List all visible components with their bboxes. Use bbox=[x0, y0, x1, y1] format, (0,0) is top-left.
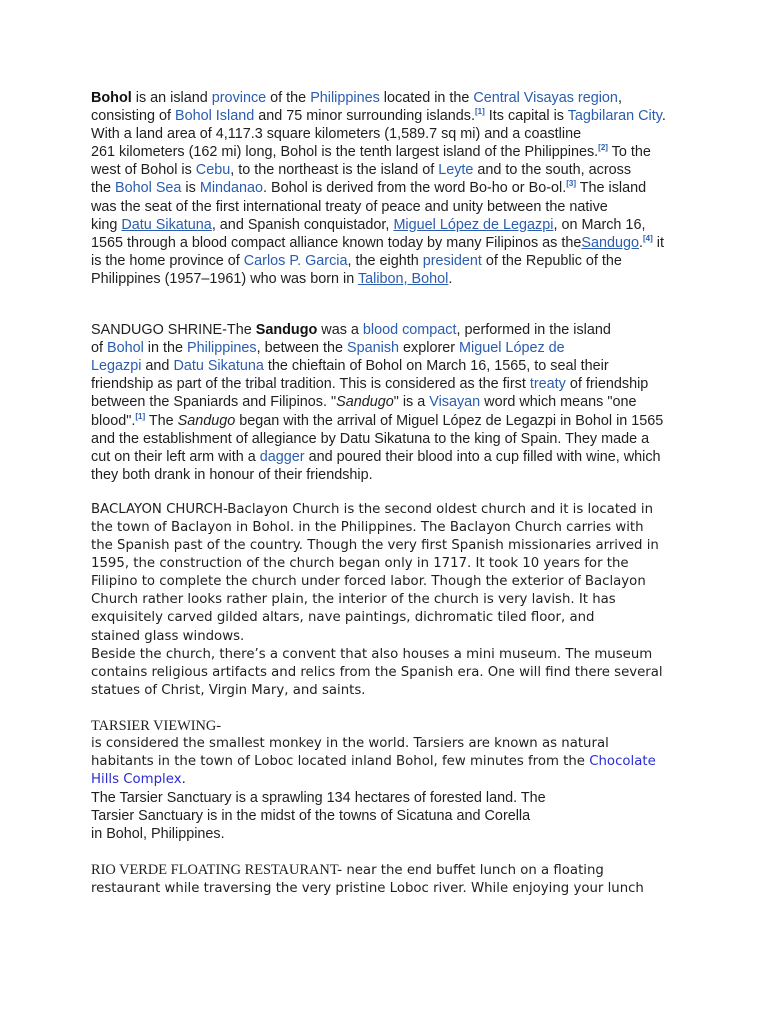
text-line: exquisitely carved gilded altars, nave paintings, dichromatic tiled floor, and bbox=[91, 610, 595, 626]
link-spanish[interactable]: Spanish bbox=[347, 340, 400, 357]
text-line: and the establishment of allegiance by Datu Sikatuna to the king of Spain. They made a bbox=[91, 430, 650, 447]
text: the bbox=[91, 180, 116, 197]
text: blood". bbox=[91, 412, 136, 429]
text-line: they both drank in honour of their friendship. bbox=[91, 466, 373, 483]
bold-term: Bohol bbox=[91, 90, 132, 106]
link-miguel-legazpi[interactable]: Miguel López de Legazpi bbox=[393, 216, 554, 233]
text: king bbox=[91, 216, 122, 233]
text: of friendship bbox=[565, 376, 649, 393]
text-line: the town of Baclayon in Bohol. in the Philippines. The Baclayon Church carries with bbox=[91, 519, 644, 535]
link-miguel-lopez[interactable]: Miguel López de bbox=[459, 340, 565, 357]
link-province[interactable]: province bbox=[211, 90, 267, 106]
italic-term: Sandugo bbox=[177, 412, 236, 429]
baclayon-paragraph bbox=[91, 501, 731, 700]
text-line: Beside the church, there’s a convent that also houses a mini museum. The museum bbox=[91, 646, 653, 662]
text: located in the bbox=[379, 90, 474, 106]
citation-1[interactable]: [1] bbox=[475, 107, 485, 117]
link-blood-compact[interactable]: blood compact bbox=[362, 322, 457, 339]
text: was a bbox=[317, 322, 363, 339]
text-line: the Spanish past of the country. Though the very first Spanish missionaries arrived in bbox=[91, 538, 659, 554]
link-bohol-island[interactable]: Bohol Island bbox=[175, 108, 255, 125]
text: is an island bbox=[131, 90, 212, 106]
text: The bbox=[145, 412, 178, 429]
text: of the Republic of the bbox=[481, 252, 622, 269]
text: explorer bbox=[399, 340, 460, 357]
link-datu-sikatuna[interactable]: Datu Sikatuna bbox=[121, 216, 212, 233]
text: . Bohol is derived from the word Bo-ho or Bo-ol. bbox=[263, 180, 567, 197]
document-body bbox=[91, 89, 731, 898]
link-bohol-sea[interactable]: Bohol Sea bbox=[115, 180, 182, 197]
text-line: Church rather looks rather plain, the interior of the church is very lavish. It has bbox=[91, 592, 616, 608]
text: habitants in the town of Loboc located inland Bohol, few minutes from the bbox=[91, 754, 590, 770]
link-central-visayas[interactable]: Central Visayas region bbox=[473, 90, 618, 106]
text: and poured their blood into a cup filled with wine, which bbox=[304, 448, 661, 465]
text-line: is considered the smallest monkey in the world. Tarsiers are known as natural bbox=[91, 736, 609, 751]
bold-term: Sandugo bbox=[255, 322, 318, 339]
text: consisting of bbox=[91, 108, 175, 125]
text-line: BACLAYON CHURCH-Baclayon Church is the second oldest church and it is located in bbox=[91, 501, 654, 517]
italic-term: Sandugo bbox=[336, 394, 394, 411]
section-heading-sandugo: SANDUGO SHRINE-The bbox=[91, 322, 256, 339]
text: , the eighth bbox=[347, 252, 423, 269]
rioverde-paragraph bbox=[91, 861, 731, 898]
text-line: 1595, the construction of the church began only in 1717. It took 10 years for the bbox=[91, 556, 629, 572]
link-treaty[interactable]: treaty bbox=[529, 376, 566, 393]
text: word which means "one bbox=[480, 394, 637, 411]
text: in the bbox=[143, 340, 188, 357]
text: , performed in the island bbox=[456, 322, 611, 339]
citation-2[interactable]: [2] bbox=[598, 143, 608, 153]
text: To the bbox=[607, 144, 651, 161]
link-carlos-garcia[interactable]: Carlos P. Garcia bbox=[243, 252, 348, 269]
link-legazpi[interactable]: Legazpi bbox=[91, 358, 142, 375]
sandugo-paragraph bbox=[91, 321, 731, 484]
text: it bbox=[652, 234, 664, 251]
text: " is a bbox=[393, 394, 430, 411]
text: . bbox=[639, 234, 644, 251]
text: the chieftain of Bohol on March 16, 1565, to seal their bbox=[263, 358, 609, 375]
text: near the end buffet lunch on a floating bbox=[342, 862, 604, 878]
link-chocolate-hills-complex[interactable]: Hills Complex bbox=[91, 772, 182, 788]
link-philippines[interactable]: Philippines bbox=[187, 340, 257, 357]
text-line: Tarsier Sanctuary is in the midst of the towns of Sicatuna and Corella bbox=[91, 808, 531, 825]
link-sandugo[interactable]: Sandugo bbox=[581, 234, 640, 251]
text-line: With a land area of 4,117.3 square kilometers (1,589.7 sq mi) and a coastline bbox=[91, 126, 582, 143]
link-chocolate-hills[interactable]: Chocolate bbox=[589, 754, 656, 770]
text-line: statues of Christ, Virgin Mary, and saints. bbox=[91, 682, 366, 698]
text-line: restaurant while traversing the very pristine Loboc river. While enjoying your lunch bbox=[91, 880, 644, 896]
text: is bbox=[181, 180, 200, 197]
text: 1565 through a blood compact alliance known today by many Filipinos as the bbox=[91, 234, 582, 251]
text: . bbox=[181, 772, 186, 788]
link-talibon[interactable]: Talibon, Bohol bbox=[357, 270, 449, 287]
text-line: in Bohol, Philippines. bbox=[91, 826, 225, 843]
link-philippines[interactable]: Philippines bbox=[310, 90, 380, 106]
text: , to the northeast is the island of bbox=[230, 162, 439, 179]
citation-1[interactable]: [1] bbox=[135, 411, 146, 421]
text: of the bbox=[266, 90, 311, 106]
link-bohol[interactable]: Bohol bbox=[107, 340, 144, 357]
link-cebu[interactable]: Cebu bbox=[195, 162, 231, 179]
text-line: The Tarsier Sanctuary is a sprawling 134 hectares of forested land. The bbox=[91, 790, 546, 807]
text: between the Spaniards and Filipinos. " bbox=[91, 394, 337, 411]
bohol-paragraph bbox=[91, 89, 731, 288]
text-line: was the seat of the first international treaty of peace and unity between the native bbox=[91, 198, 608, 215]
text: and to the south, across bbox=[473, 162, 632, 179]
text: , on March 16, bbox=[553, 216, 646, 233]
text: Philippines (1957–1961) who was born in bbox=[91, 270, 358, 287]
citation-3[interactable]: [3] bbox=[566, 179, 576, 189]
citation-4[interactable]: [4] bbox=[643, 233, 653, 243]
text: , bbox=[617, 90, 622, 106]
text: , between the bbox=[256, 340, 348, 357]
link-dagger[interactable]: dagger bbox=[259, 448, 305, 465]
link-mindanao[interactable]: Mindanao bbox=[199, 180, 264, 197]
text: The island bbox=[575, 180, 647, 197]
text: of bbox=[91, 340, 107, 357]
link-president[interactable]: president bbox=[422, 252, 482, 269]
section-heading-rioverde: RIO VERDE FLOATING RESTAURANT- bbox=[91, 861, 343, 878]
link-leyte[interactable]: Leyte bbox=[438, 162, 474, 179]
text: Its capital is bbox=[484, 108, 568, 125]
text: friendship as part of the tribal tradition. This is considered as the first bbox=[91, 376, 530, 393]
text: began with the arrival of Miguel López de Legazpi in Bohol in 1565 bbox=[235, 412, 664, 429]
link-datu-sikatuna[interactable]: Datu Sikatuna bbox=[173, 358, 264, 375]
text: and 75 minor surrounding islands. bbox=[254, 108, 476, 125]
text: . bbox=[448, 270, 453, 287]
text: . bbox=[661, 108, 666, 125]
text: cut on their left arm with a bbox=[91, 448, 260, 465]
text-line: Filipino to complete the church under forced labor. Though the exterior of Baclayon bbox=[91, 574, 646, 590]
tarsier-paragraph bbox=[91, 717, 731, 844]
text: is the home province of bbox=[91, 252, 244, 269]
text-line: contains religious artifacts and relics from the Spanish era. One will find there several bbox=[91, 664, 663, 680]
link-tagbilaran[interactable]: Tagbilaran City bbox=[567, 108, 662, 125]
text-line: stained glass windows. bbox=[91, 628, 245, 644]
section-heading-tarsier: TARSIER VIEWING- bbox=[91, 717, 222, 734]
text: , and Spanish conquistador, bbox=[211, 216, 394, 233]
text: west of Bohol is bbox=[91, 162, 196, 179]
text: 261 kilometers (162 mi) long, Bohol is the tenth largest island of the Philippines. bbox=[91, 144, 599, 161]
link-visayan[interactable]: Visayan bbox=[429, 394, 481, 411]
text: and bbox=[141, 358, 174, 375]
